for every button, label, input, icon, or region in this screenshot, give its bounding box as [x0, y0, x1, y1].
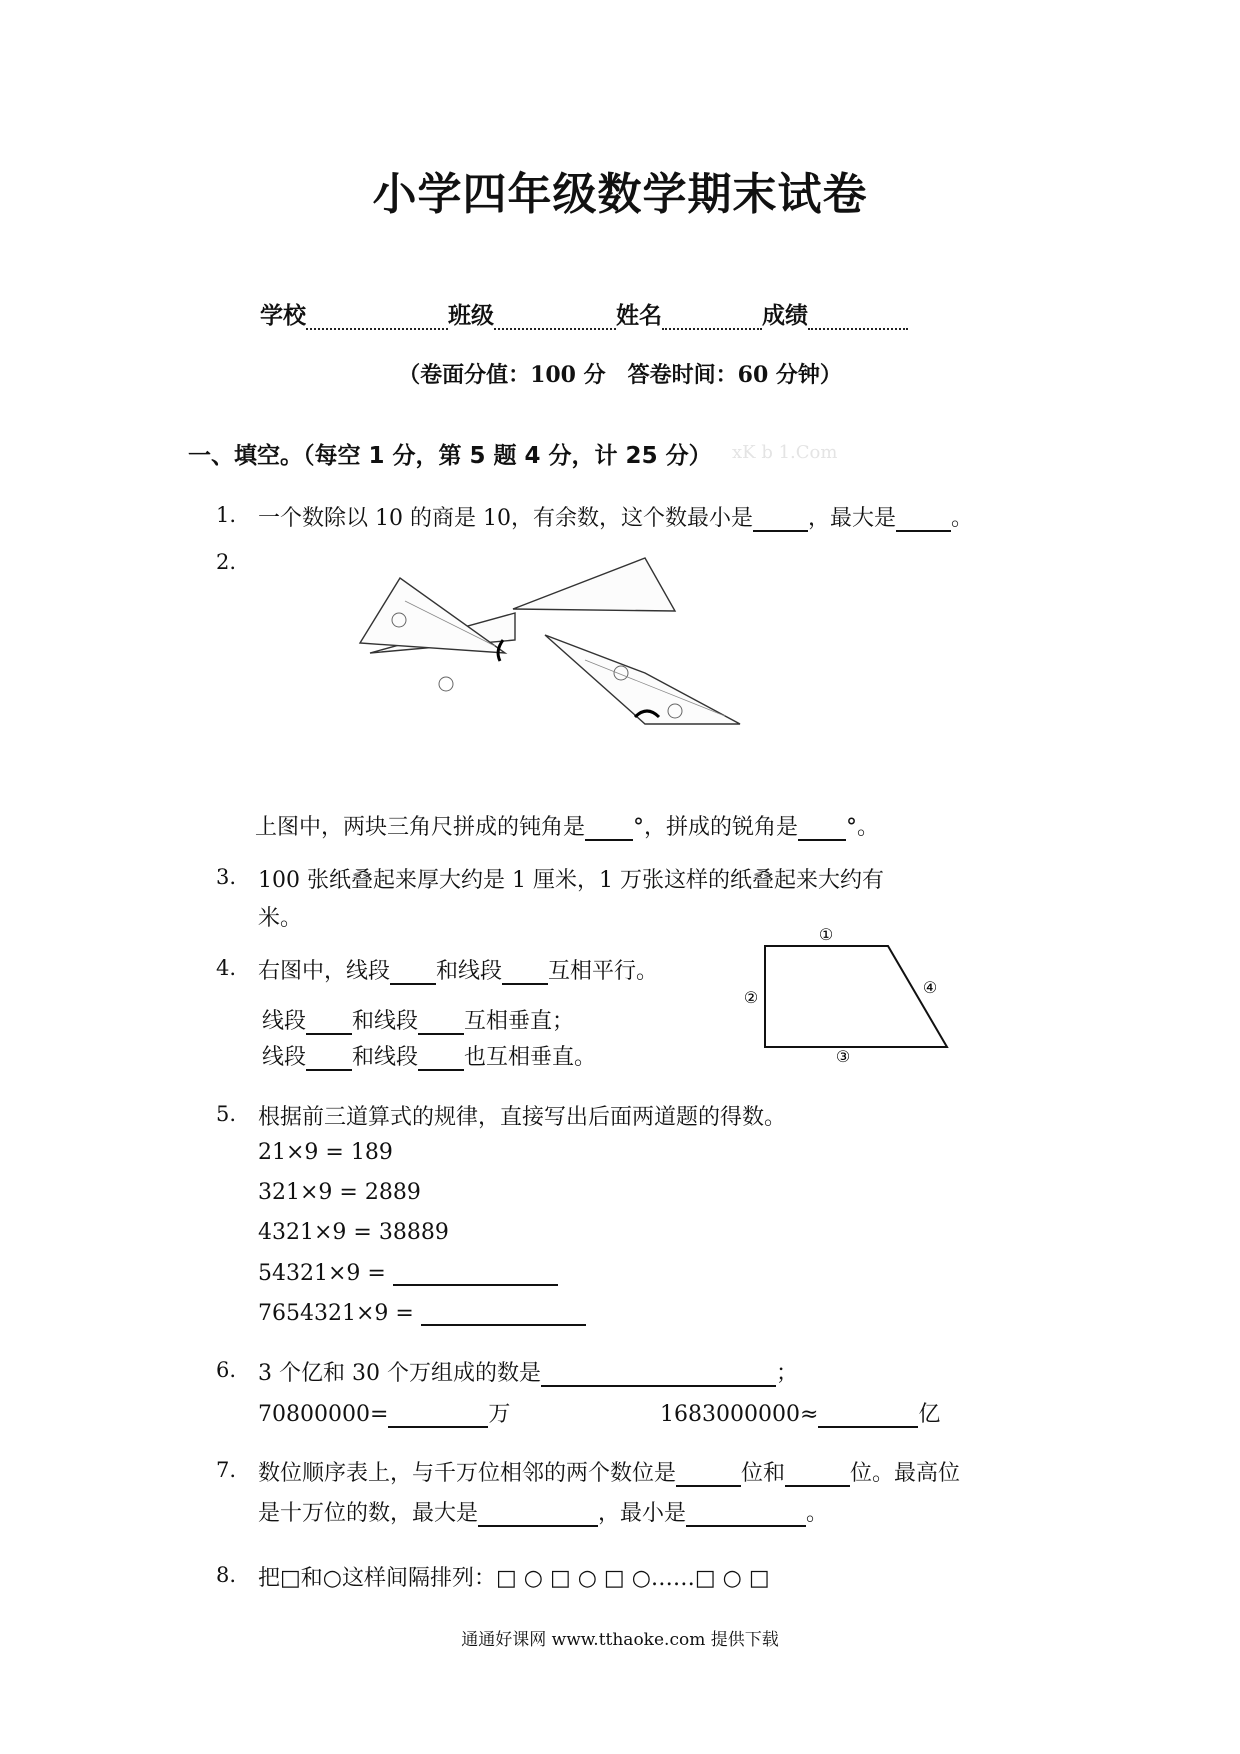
school-label: 学校	[260, 303, 306, 329]
q3-line-2: 米。	[258, 906, 303, 931]
q4-perp-blank-1[interactable]	[306, 1009, 352, 1035]
q4-l1-a: 右图中，线段	[258, 959, 391, 984]
triangle-shape-1	[360, 578, 505, 653]
q6-line-1	[258, 1356, 798, 1387]
q4-l2-c: 互相垂直；	[464, 1009, 575, 1034]
q7-place-blank-2[interactable]	[785, 1461, 850, 1487]
q6-l2-b: 万	[488, 1402, 511, 1427]
score-blank[interactable]	[808, 304, 908, 330]
q5-eq5-text: 7654321×9 =	[258, 1301, 414, 1326]
q7-l1-c: 位。最高位	[850, 1461, 961, 1486]
q5-equation-4	[258, 1260, 558, 1286]
q4-perp-blank-2[interactable]	[418, 1009, 464, 1035]
q1-text-c: 。	[951, 506, 974, 531]
q4-parallel-blank-2[interactable]	[502, 959, 548, 985]
page-footer: 通通好课网 www.tthaoke.com 提供下载	[461, 1630, 779, 1650]
q1-text-a: 一个数除以 10 的商是 10，有余数，这个数最小是	[258, 506, 753, 531]
q1-text-b: ，最大是	[807, 506, 896, 531]
q4-parallel-blank-1[interactable]	[390, 959, 436, 985]
q7-l2-a: 是十万位的数，最大是	[258, 1501, 479, 1526]
q1-number: 1.	[216, 503, 237, 527]
q5-number: 5.	[216, 1102, 237, 1126]
q6-yi-blank[interactable]	[818, 1402, 918, 1428]
name-label: 姓名	[616, 303, 662, 329]
q5-equation-3: 4321×9 = 38889	[258, 1220, 449, 1245]
set-squares-figure	[345, 548, 765, 728]
exam-subtitle: （卷面分值：100 分 答卷时间：60 分钟）	[398, 362, 842, 388]
school-blank[interactable]	[306, 304, 448, 330]
q7-l2-c: 。	[806, 1501, 829, 1526]
q5-equation-2: 321×9 = 2889	[258, 1180, 421, 1205]
section-1-title: 一、填空。（每空 1 分，第 5 题 4 分，计 25 分）	[188, 443, 712, 469]
q7-place-blank-1[interactable]	[676, 1461, 741, 1487]
q6-text-b: ；	[775, 1361, 798, 1386]
q5-eq4-text: 54321×9 =	[258, 1261, 386, 1286]
score-label: 成绩	[762, 303, 808, 329]
q4-perp-blank-4[interactable]	[418, 1045, 464, 1071]
q6-number-blank[interactable]	[541, 1361, 776, 1387]
q6-text-a: 3 个亿和 30 个万组成的数是	[258, 1361, 541, 1386]
q4-l1-c: 互相平行。	[548, 959, 659, 984]
q7-l1-a: 数位顺序表上，与千万位相邻的两个数位是	[258, 1461, 677, 1486]
q6-l2-d: 亿	[918, 1402, 941, 1427]
q8-text: 把□和○这样间隔排列：□ ○ □ ○ □ ○……□ ○ □	[258, 1566, 770, 1591]
q2-acute-blank[interactable]	[798, 815, 846, 841]
q7-l2-b: ，最小是	[598, 1501, 687, 1526]
q8-number: 8.	[216, 1563, 237, 1587]
q3-line-1: 100 张纸叠起来厚大约是 1 厘米，1 万张这样的纸叠起来大约有	[258, 868, 884, 893]
q6-line-2-left	[258, 1397, 510, 1428]
q6-line-2-right	[660, 1397, 940, 1428]
watermark: xK b 1.Com	[732, 442, 838, 463]
q4-l2-a: 线段	[262, 1009, 307, 1034]
q5-eq5-blank[interactable]	[421, 1300, 586, 1326]
name-blank[interactable]	[662, 304, 762, 330]
q4-l3-a: 线段	[262, 1045, 307, 1070]
class-label: 班级	[448, 303, 494, 329]
q7-line-1	[258, 1456, 960, 1487]
q1-text	[258, 501, 973, 532]
trapezoid-figure	[740, 928, 960, 1063]
class-blank[interactable]	[494, 304, 616, 330]
q4-l2-b: 和线段	[352, 1009, 419, 1034]
segment-1-label: ①	[818, 928, 834, 944]
q1-min-blank[interactable]	[753, 506, 808, 532]
q4-line-3	[262, 1040, 596, 1071]
q4-l3-b: 和线段	[352, 1045, 419, 1070]
q4-line-1	[258, 954, 658, 985]
segment-4-label: ④	[922, 978, 938, 997]
q6-l2-a: 70800000=	[258, 1402, 389, 1427]
q4-perp-blank-3[interactable]	[306, 1045, 352, 1071]
q2-text	[255, 810, 879, 841]
q7-number: 7.	[216, 1458, 237, 1482]
q7-line-2	[258, 1496, 828, 1527]
q1-max-blank[interactable]	[896, 506, 951, 532]
q6-l2-c: 1683000000≈	[660, 1402, 819, 1427]
q5-equation-5	[258, 1300, 586, 1326]
q2-number: 2.	[216, 550, 237, 574]
q5-text: 根据前三道算式的规律，直接写出后面两道题的得数。	[258, 1105, 787, 1130]
q4-number: 4.	[216, 956, 237, 980]
q4-l1-b: 和线段	[436, 959, 503, 984]
q2-text-a: 上图中，两块三角尺拼成的钝角是	[255, 815, 586, 840]
q7-l1-b: 位和	[741, 1461, 786, 1486]
q4-l3-c: 也互相垂直。	[464, 1045, 597, 1070]
q2-text-c: °。	[846, 815, 880, 840]
q5-eq4-blank[interactable]	[393, 1260, 558, 1286]
q6-wan-blank[interactable]	[388, 1402, 488, 1428]
trapezoid-shape	[765, 946, 947, 1047]
page-title: 小学四年级数学期末试卷	[372, 169, 868, 220]
q7-max-blank[interactable]	[478, 1501, 598, 1527]
q4-line-2	[262, 1004, 574, 1035]
student-info-line	[260, 297, 908, 330]
triangle-hole-2	[439, 677, 453, 691]
q2-text-b: °，拼成的锐角是	[633, 815, 799, 840]
q5-equation-1: 21×9 = 189	[258, 1140, 393, 1165]
q2-obtuse-blank[interactable]	[585, 815, 633, 841]
segment-3-label: ③	[835, 1047, 851, 1063]
q3-number: 3.	[216, 865, 237, 889]
segment-2-label: ②	[743, 988, 759, 1007]
q6-number: 6.	[216, 1358, 237, 1382]
q7-min-blank[interactable]	[686, 1501, 806, 1527]
triangle-shape-2	[513, 558, 675, 611]
